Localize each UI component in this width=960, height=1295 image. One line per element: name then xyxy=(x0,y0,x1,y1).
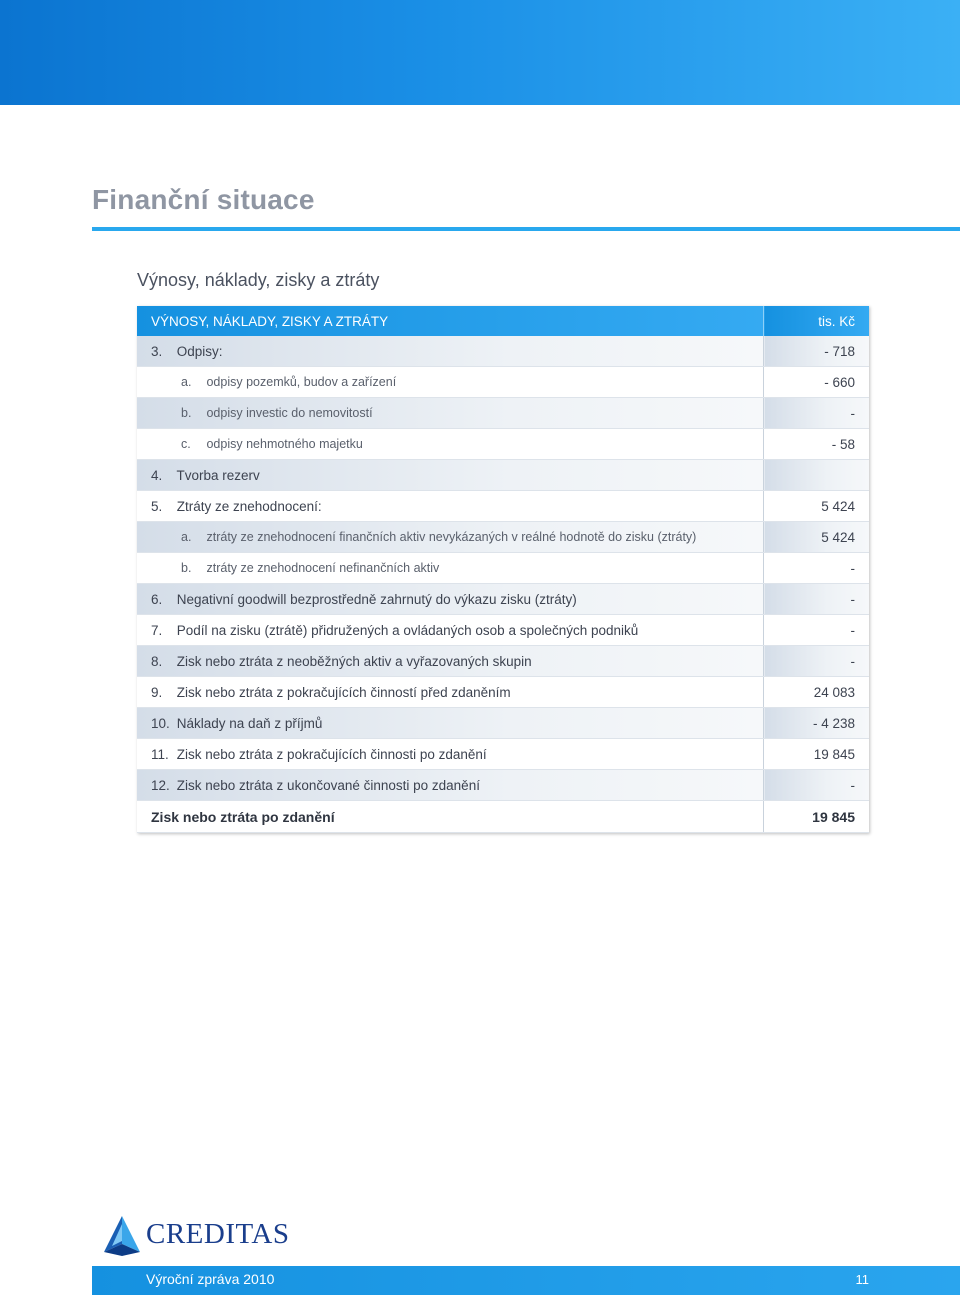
row-value: - 58 xyxy=(764,429,870,460)
row-label-cell xyxy=(137,615,764,646)
row-number: 10. xyxy=(151,715,170,731)
row-value: - xyxy=(764,553,870,584)
row-label: Podíl na zisku (ztrátě) přidružených a ovládaných osob a společných podniků xyxy=(176,622,639,638)
row-value xyxy=(764,460,870,491)
table-row xyxy=(137,367,869,398)
row-label-cell xyxy=(137,491,764,522)
table-total-row xyxy=(137,801,869,833)
table-row xyxy=(137,336,869,367)
row-number: b. xyxy=(181,406,192,420)
row-label: Zisk nebo ztráta z ukončované činnosti po zdanění xyxy=(176,777,480,793)
row-number: 12. xyxy=(151,777,170,793)
row-label-cell xyxy=(137,646,764,677)
table-row xyxy=(137,522,869,553)
section-title: Výnosy, náklady, zisky a ztráty xyxy=(137,270,380,290)
row-label: odpisy investic do nemovitostí xyxy=(206,406,373,420)
page-title: Finanční situace xyxy=(92,184,315,215)
row-label-cell xyxy=(137,770,764,801)
row-label: odpisy nehmotného majetku xyxy=(206,437,363,451)
table-row xyxy=(137,770,869,801)
row-number: 9. xyxy=(151,684,163,700)
table-header-row xyxy=(137,306,869,336)
row-number: 3. xyxy=(151,343,163,359)
row-label: Zisk nebo ztráta z pokračujících činností před zdaněním xyxy=(176,684,511,700)
footer-bar xyxy=(92,1266,960,1295)
total-label: Zisk nebo ztráta po zdanění xyxy=(137,801,764,833)
row-value: 19 845 xyxy=(764,739,870,770)
row-value: - xyxy=(764,646,870,677)
table-body xyxy=(137,336,869,833)
row-label: Tvorba rezerv xyxy=(176,467,260,483)
row-label: Odpisy: xyxy=(176,343,223,359)
row-number: 4. xyxy=(151,467,163,483)
row-label: Ztráty ze znehodnocení: xyxy=(176,498,322,514)
row-label-cell xyxy=(137,429,764,460)
row-number: 7. xyxy=(151,622,163,638)
table-row xyxy=(137,708,869,739)
row-value: - xyxy=(764,584,870,615)
row-label: Zisk nebo ztráta z pokračujících činnosti po zdanění xyxy=(176,746,487,762)
row-number: 8. xyxy=(151,653,163,669)
top-banner xyxy=(0,0,960,105)
row-value: - xyxy=(764,770,870,801)
row-number: a. xyxy=(181,375,192,389)
row-label-cell xyxy=(137,522,764,553)
table-header-unit: tis. Kč xyxy=(764,306,870,336)
row-number: c. xyxy=(181,437,191,451)
row-number: 6. xyxy=(151,591,163,607)
table-row xyxy=(137,739,869,770)
creditas-logo xyxy=(100,1214,290,1260)
total-value: 19 845 xyxy=(764,801,870,833)
row-number: a. xyxy=(181,530,192,544)
row-label: Zisk nebo ztráta z neoběžných aktiv a vyřazovaných skupin xyxy=(176,653,532,669)
table-row xyxy=(137,584,869,615)
row-value: - xyxy=(764,615,870,646)
table-row xyxy=(137,615,869,646)
table-row xyxy=(137,429,869,460)
row-value: - 718 xyxy=(764,336,870,367)
row-number: 5. xyxy=(151,498,163,514)
table-row xyxy=(137,491,869,522)
table-row xyxy=(137,460,869,491)
title-rule xyxy=(92,227,960,231)
row-label-cell xyxy=(137,367,764,398)
row-number: b. xyxy=(181,561,192,575)
row-label-cell xyxy=(137,584,764,615)
row-value: 24 083 xyxy=(764,677,870,708)
row-value: - xyxy=(764,398,870,429)
logo-text: CREDITAS xyxy=(146,1218,290,1250)
table-row xyxy=(137,646,869,677)
row-label-cell xyxy=(137,708,764,739)
table-row xyxy=(137,553,869,584)
row-value: - 4 238 xyxy=(764,708,870,739)
creditas-pyramid-logo-icon xyxy=(100,1214,144,1258)
row-number: 11. xyxy=(151,746,169,762)
row-label: odpisy pozemků, budov a zařízení xyxy=(206,375,397,389)
row-label: Negativní goodwill bezprostředně zahrnutý do výkazu zisku (ztráty) xyxy=(176,591,577,607)
row-label-cell xyxy=(137,677,764,708)
row-label: ztráty ze znehodnocení finančních aktiv nevykázaných v reálné hodnotě do zisku (ztráty) xyxy=(206,530,697,544)
row-label-cell xyxy=(137,460,764,491)
table-header-label: VÝNOSY, NÁKLADY, ZISKY A ZTRÁTY xyxy=(137,306,764,336)
row-label-cell xyxy=(137,398,764,429)
page-number: 11 xyxy=(855,1272,869,1287)
table-row xyxy=(137,677,869,708)
row-label-cell xyxy=(137,739,764,770)
row-label-cell xyxy=(137,336,764,367)
row-value: 5 424 xyxy=(764,522,870,553)
financial-table xyxy=(137,306,869,833)
row-value: - 660 xyxy=(764,367,870,398)
table-row xyxy=(137,398,869,429)
footer-report-title: Výroční zpráva 2010 xyxy=(146,1271,275,1287)
row-label: ztráty ze znehodnocení nefinančních aktiv xyxy=(206,561,440,575)
row-label: Náklady na daň z příjmů xyxy=(176,715,323,731)
row-value: 5 424 xyxy=(764,491,870,522)
row-label-cell xyxy=(137,553,764,584)
